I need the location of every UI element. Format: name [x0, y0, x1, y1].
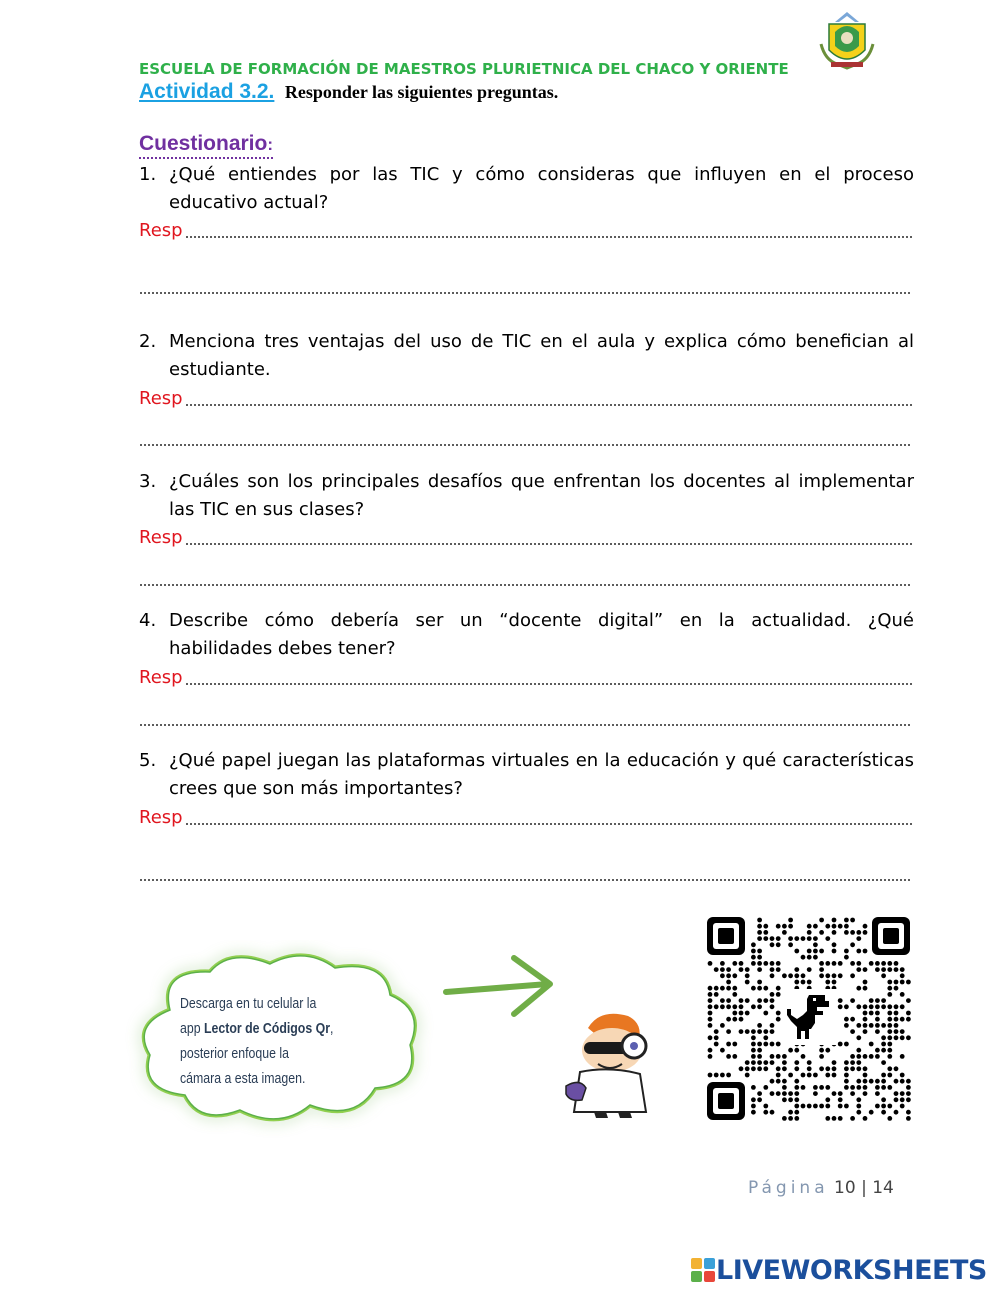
question-1 [139, 161, 914, 217]
activity-heading [139, 80, 558, 104]
question-text: ¿Qué entiendes por las TIC y cómo consideras que influyen en el proceso educativo actual? [169, 164, 914, 213]
resp-label: Resp [139, 807, 183, 828]
question-text: ¿Cuáles son los principales desafíos que enfrentan los docentes al implementar las TIC en sus clases? [169, 471, 914, 520]
question-text: Describe cómo debería ser un “docente digital” en la actualidad. ¿Qué habilidades debes tener? [169, 610, 914, 659]
qr-app-name: Lector de Códigos Qr [203, 1021, 331, 1037]
question-number: 1. [139, 164, 157, 185]
liveworksheets-logo[interactable] [690, 1255, 987, 1285]
cloud-instructions: Descarga en tu celular la app Lector de Códigos Qr, posterior enfoque la cámara a esta imagen. [180, 996, 334, 1087]
brand-name: LIVEWORKSHEETS [716, 1254, 987, 1286]
resp-label: Resp [139, 220, 183, 241]
answer-line-3a[interactable] [139, 526, 914, 550]
section-title: Cuestionario: [139, 132, 273, 159]
dotted-line [185, 543, 914, 545]
answer-line-2b[interactable] [139, 444, 911, 446]
dotted-line [185, 404, 914, 406]
answer-line-4a[interactable] [139, 666, 914, 690]
liveworksheets-cube-icon [690, 1257, 716, 1283]
question-text: ¿Qué papel juegan las plataformas virtuales en la educación y qué características crees que son más importantes? [169, 750, 914, 799]
question-number: 3. [139, 471, 157, 492]
school-name: ESCUELA DE FORMACIÓN DE MAESTROS PLURIETNICA DEL CHACO Y ORIENTE [139, 60, 789, 78]
resp-label: Resp [139, 527, 183, 548]
page-current: 10 [834, 1178, 856, 1198]
qr-code-icon[interactable] [705, 915, 912, 1122]
page-label: Página [748, 1178, 829, 1198]
dotted-line [185, 683, 914, 685]
answer-line-1b[interactable] [139, 292, 911, 294]
question-5 [139, 747, 914, 803]
dotted-line [185, 236, 914, 238]
question-4 [139, 607, 914, 663]
school-crest-icon [815, 10, 879, 74]
dexter-character-icon [560, 1008, 655, 1118]
resp-label: Resp [139, 388, 183, 409]
answer-line-2a[interactable] [139, 387, 914, 411]
page-separator: | [855, 1178, 873, 1198]
question-number: 2. [139, 331, 157, 352]
activity-description: Responder las siguientes preguntas. [284, 82, 559, 102]
arrow-right-icon [440, 950, 560, 1020]
resp-label: Resp [139, 667, 183, 688]
question-2 [139, 328, 914, 384]
question-number: 4. [139, 610, 157, 631]
page-total: 14 [872, 1178, 894, 1198]
question-3 [139, 468, 914, 524]
answer-line-5a[interactable] [139, 806, 914, 830]
answer-line-1a[interactable] [139, 219, 914, 243]
activity-title: Actividad 3.2. [139, 80, 275, 103]
answer-line-3b[interactable] [139, 584, 911, 586]
dotted-line [185, 823, 914, 825]
page-number [748, 1178, 894, 1198]
answer-line-4b[interactable] [139, 724, 911, 726]
question-text: Menciona tres ventajas del uso de TIC en el aula y explica cómo benefician al estudiante. [169, 331, 914, 380]
question-number: 5. [139, 750, 157, 771]
answer-line-5b[interactable] [139, 879, 911, 881]
